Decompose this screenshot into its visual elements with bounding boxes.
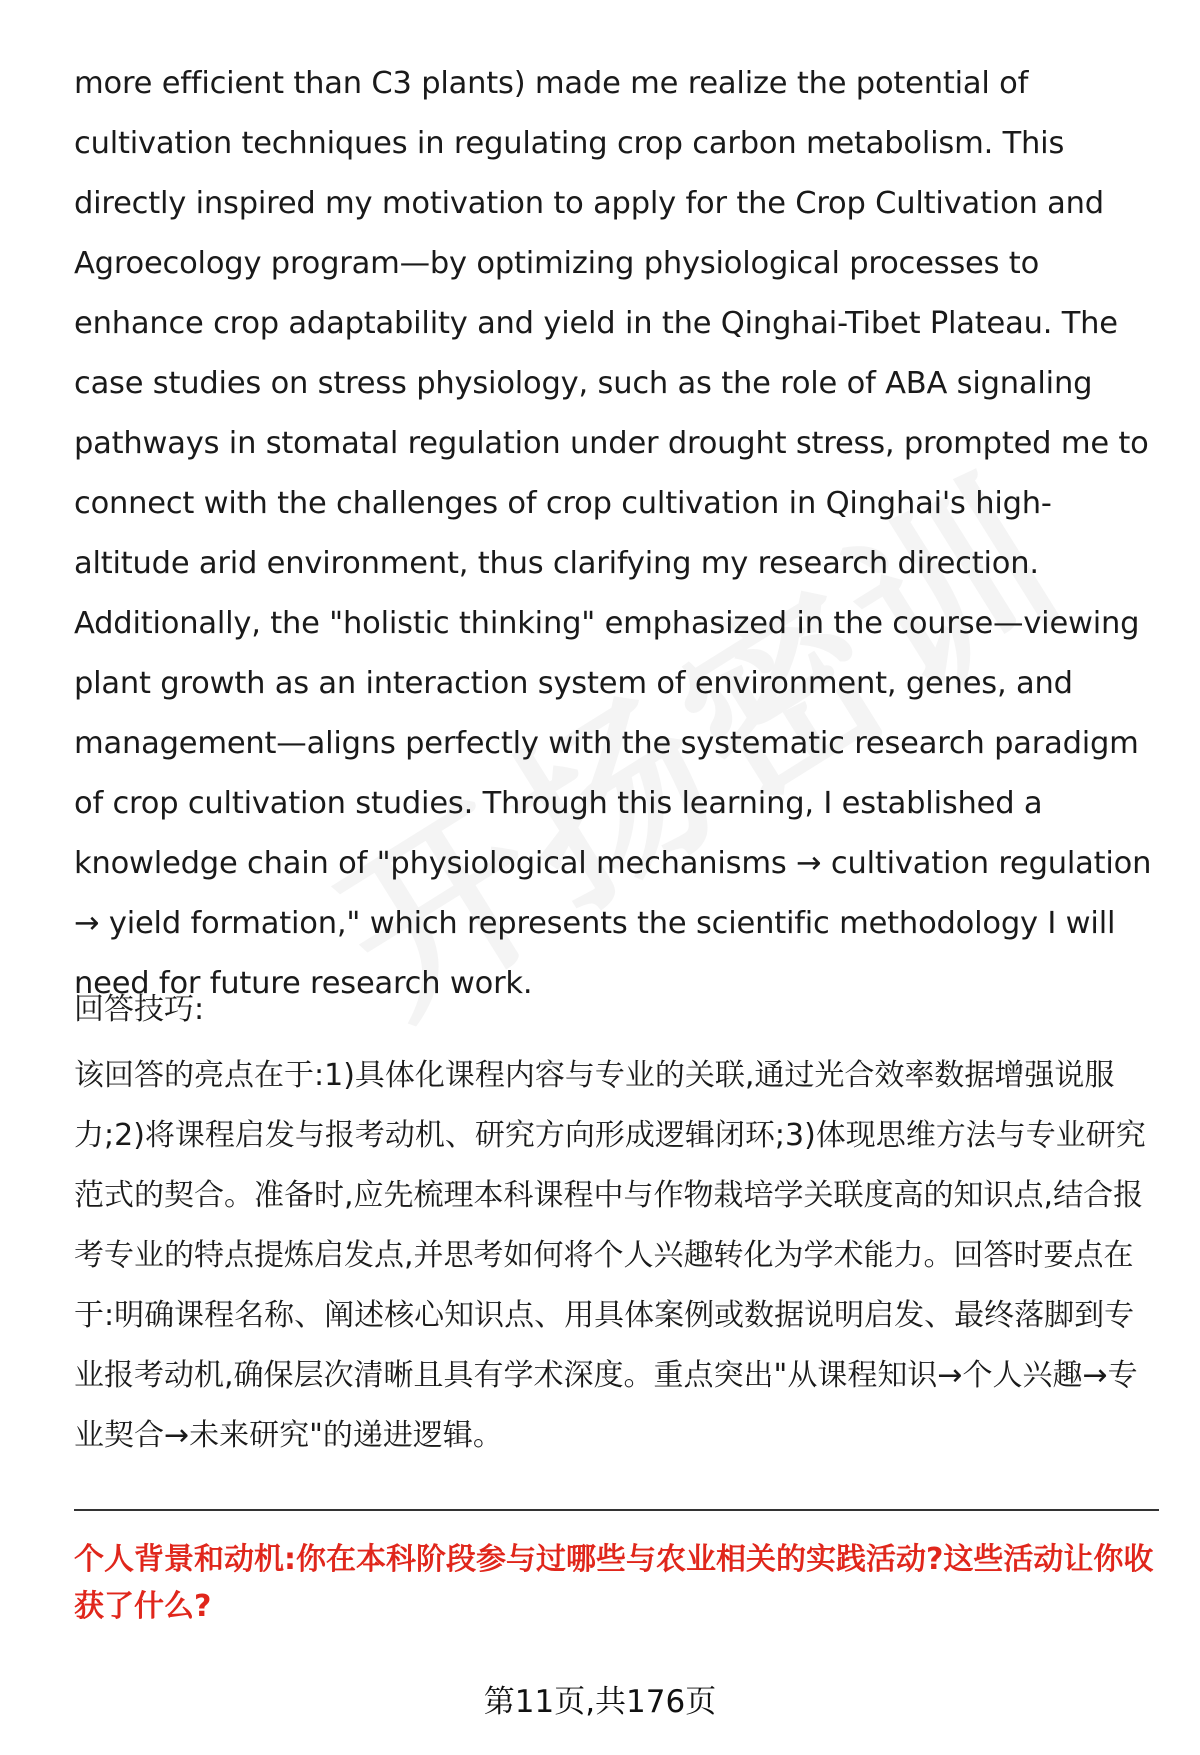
tips-paragraph: 该回答的亮点在于:1)具体化课程内容与专业的关联,通过光合效率数据增强说服力;2)将课程启发与报考动机、研究方向形成逻辑闭环;3)体现思维方法与专业研究范式的契合。准备时,应先梳理本科课程中与作物栽培学关联度高的知识点,结合报考专业的特点提炼启发点,并思考如何将个人兴趣转化为学术能力。回答时要点在于:明确课程名称、阐述核心知识点、用具体案例或数据说明启发、最终落脚到专业报考动机,确保层次清晰且具有学术深度。重点突出"从课程知识→个人兴趣→专业契合→未来研究"的递进逻辑。 xyxy=(74,1058,1146,1453)
tips-heading: 回答技巧: xyxy=(74,992,205,1027)
section-divider xyxy=(74,1509,1159,1511)
page-number: 第11页,共176页 xyxy=(483,1684,717,1720)
next-question: 个人背景和动机:你在本科阶段参与过哪些与农业相关的实践活动?这些活动让你收获了什么? xyxy=(74,1542,1154,1624)
answer-paragraph: more efficient than C3 plants) made me realize the potential of cultivation techniques in regulating crop carbon metabolism. This directly inspired my motivation to apply for the Crop Cultivation and Agroecology program—by optimizing physiological processes to enhance crop adaptability and yield in the Qinghai-Tibet Plateau. The case studies on stress physiology, such as the role of ABA signaling pathways in stomatal regulation under drought stress, prompted me to connect with the challenges of crop cultivation in Qinghai's high-altitude arid environment, thus clarifying my research direction. Additionally, the "holistic thinking" emphasized in the course—viewing plant growth as an interaction system of environment, genes, and management—aligns perfectly with the systematic research paradigm of crop cultivation studies. Through this learning, I established a knowledge chain of "physiological mechanisms → cultivation regulation → yield formation," which represents the scientific methodology I will need for future research work. xyxy=(74,66,1152,1001)
